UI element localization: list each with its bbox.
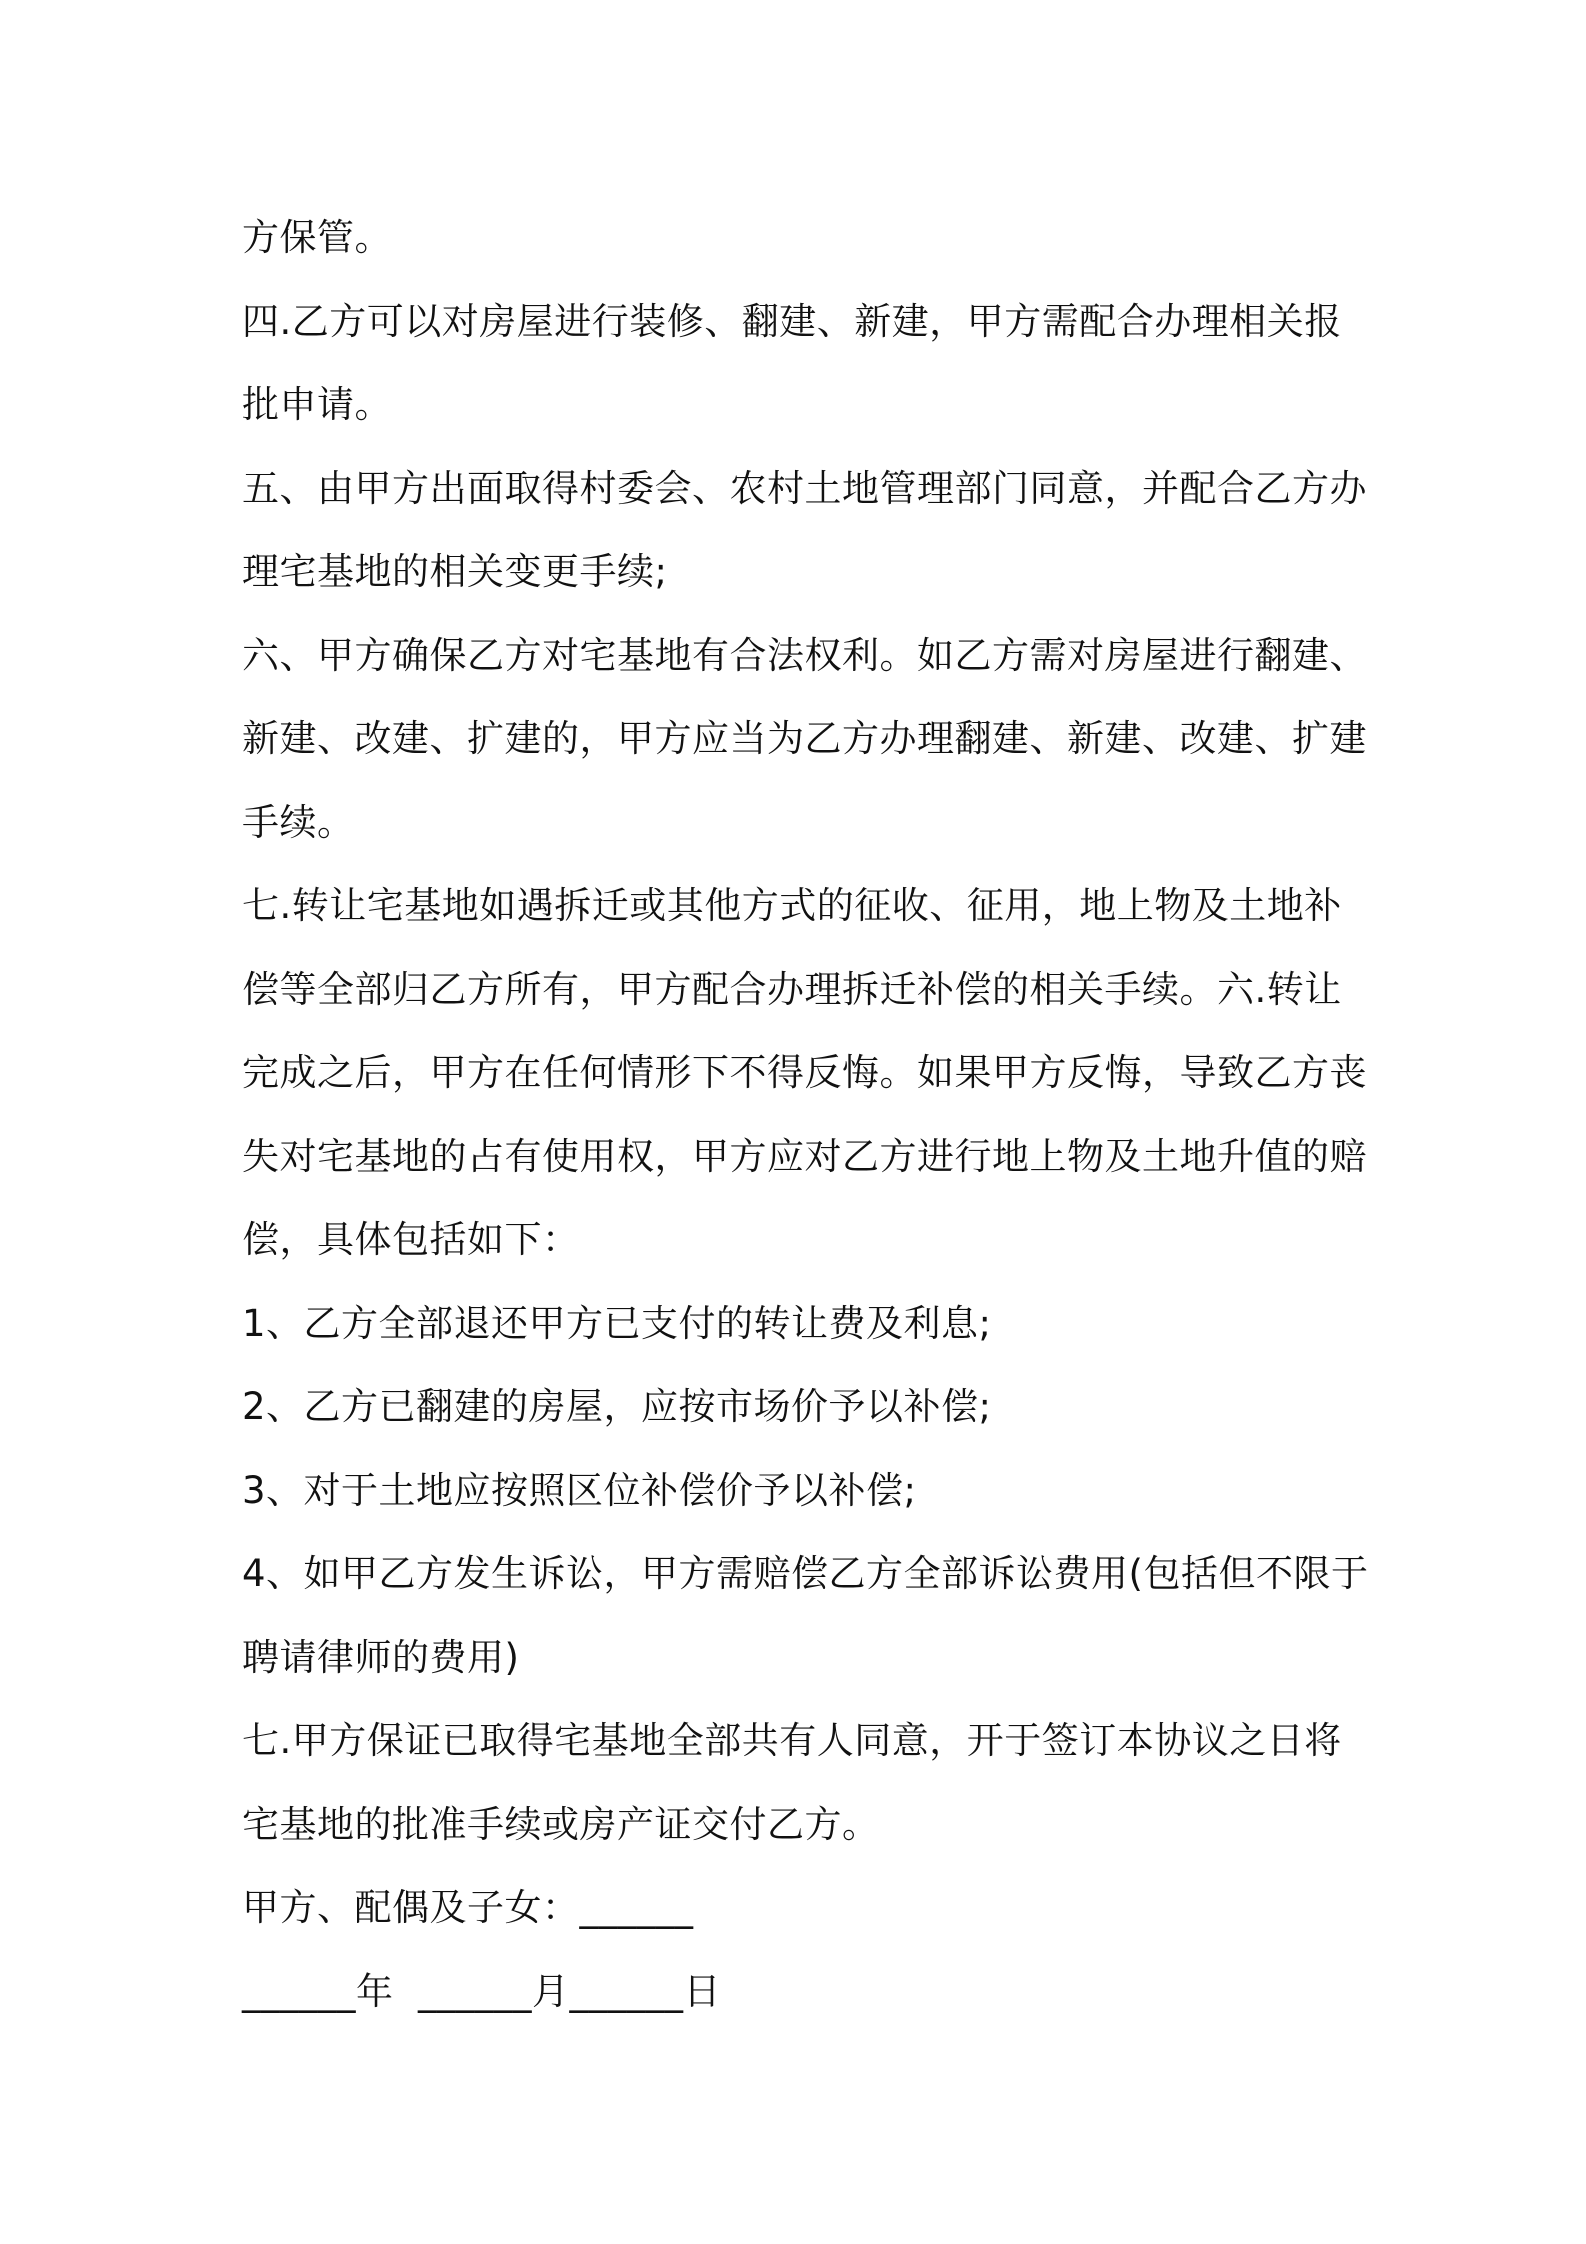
signature-date-line: ______年 ______月______日 xyxy=(242,1969,722,2013)
text-line: 方保管。 xyxy=(242,216,392,259)
text-line: 聘请律师的费用) xyxy=(242,1635,520,1679)
text-line: 手续。 xyxy=(242,800,355,844)
text-line: 完成之后，甲方在任何情形下不得反悔。如果甲方反悔，导致乙方丧 xyxy=(242,1051,1367,1094)
document-body xyxy=(242,196,1369,2033)
text-line: 七.转让宅基地如遇拆迁或其他方式的征收、征用，地上物及土地补 xyxy=(242,884,1342,927)
text-line: 新建、改建、扩建的，甲方应当为乙方办理翻建、新建、改建、扩建 xyxy=(242,717,1367,760)
text-line: 七.甲方保证已取得宅基地全部共有人同意，开于签订本协议之日将 xyxy=(242,1719,1342,1762)
text-line: 五、由甲方出面取得村委会、农村土地管理部门同意，并配合乙方办 xyxy=(242,466,1367,510)
text-line: 批申请。 xyxy=(242,383,392,426)
text-line: 偿等全部归乙方所有，甲方配合办理拆迁补偿的相关手续。六.转让 xyxy=(242,967,1342,1011)
text-line: 理宅基地的相关变更手续; xyxy=(242,550,668,593)
list-item: 4、如甲乙方发生诉讼，甲方需赔偿乙方全部诉讼费用(包括但不限于 xyxy=(242,1552,1369,1595)
list-item: 1、乙方全部退还甲方已支付的转让费及利息; xyxy=(242,1301,992,1345)
text-line: 四.乙方可以对房屋进行装修、翻建、新建，甲方需配合办理相关报 xyxy=(242,299,1342,343)
list-item: 3、对于土地应按照区位补偿价予以补偿; xyxy=(242,1468,917,1512)
text-line: 失对宅基地的占有使用权，甲方应对乙方进行地上物及土地升值的赔 xyxy=(242,1134,1367,1178)
signature-party-line: 甲方、配偶及子女：______ xyxy=(242,1886,694,1929)
list-item: 2、乙方已翻建的房屋，应按市场价予以补偿; xyxy=(242,1385,992,1428)
text-line: 宅基地的批准手续或房产证交付乙方。 xyxy=(242,1802,880,1846)
text-line: 偿，具体包括如下： xyxy=(242,1218,580,1261)
text-line: 六、甲方确保乙方对宅基地有合法权利。如乙方需对房屋进行翻建、 xyxy=(242,633,1367,677)
